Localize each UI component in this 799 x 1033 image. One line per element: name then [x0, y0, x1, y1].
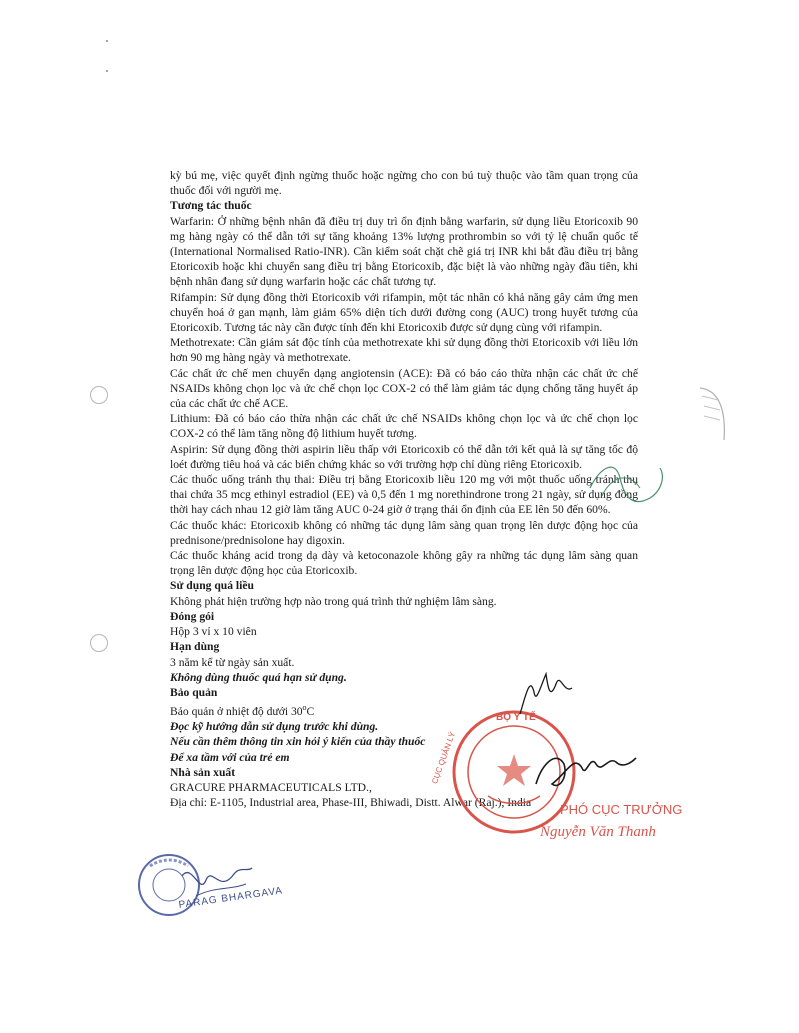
- shelf-life-text: 3 năm kể từ ngày sản xuất.: [170, 655, 295, 669]
- green-signature: [580, 448, 670, 518]
- speck: [106, 70, 108, 72]
- interaction-methotrexate: Methotrexate: Cần giám sát độc tính của methotrexate khi sử dụng đồng thời Etoricoxib với liều lớn hơn 90 mg hàng ngày và methotrexate.: [170, 336, 638, 365]
- manufacturer-address: Địa chỉ: E-1105, Industrial area, Phase-III, Bhiwadi, Distt. Alwar (Raj.), India: [170, 796, 532, 810]
- interactions-heading: Tương tác thuốc: [170, 199, 252, 213]
- shelf-life-warning: Không dùng thuốc quá hạn sử dụng.: [170, 670, 347, 684]
- overdose-heading: Sử dụng quá liều: [170, 579, 254, 593]
- manufacturer-heading: Nhà sản xuất: [170, 765, 236, 779]
- storage-text-main: Bảo quản ở nhiệt độ dưới 30: [170, 704, 303, 718]
- interaction-lithium: Lithium: Đã có báo cáo thừa nhận các chất ức chế NSAIDs không chọn lọc và ức chế chọn lọc COX-2 có thể làm tăng nồng độ lithium huyết tương.: [170, 412, 638, 441]
- manufacturer-name: GRACURE PHARMACEUTICALS LTD.,: [170, 780, 372, 794]
- deputy-director-title: PHÓ CỤC TRƯỞNG: [560, 802, 683, 817]
- shelf-life-heading: Hạn dùng: [170, 640, 220, 654]
- seal-left-text: CỤC QUẢN LÝ: [430, 730, 458, 786]
- interaction-aspirin: Aspirin: Sử dụng đồng thời aspirin liều thấp với Etoricoxib có thể dẫn tới kết quả là sự tăng tốc độ loét đường tiêu hoá và các biến chứng khác so với trường hợp chỉ dùng riêng Etoricoxib.: [170, 442, 638, 471]
- signature-director: [530, 734, 640, 804]
- speck: [106, 40, 108, 42]
- signature-black: [516, 664, 586, 722]
- binder-hole-bottom: [90, 634, 108, 652]
- interaction-others: Các thuốc khác: Etoricoxib không có những tác dụng lâm sàng quan trọng lên dược động học của prednisone/prednisolone hay digoxin.: [170, 518, 638, 547]
- storage-text-unit: C: [306, 704, 315, 718]
- interaction-rifampin: Rifampin: Sử dụng đồng thời Etoricoxib với rifampin, một tác nhân có khả năng gây cảm ứng men chuyển hoá ở gan mạnh, làm giảm 65% diện tích dưới đường cong (AUC) trong huyết tương của Etoricoxib. Tương tác này cần được tính đến khi Etoricoxib được sử dụng cùng với rifampin.: [170, 290, 638, 335]
- intro-text: kỳ bú mẹ, việc quyết định ngừng thuốc hoặc ngừng cho con bú tuỳ thuộc vào tầm quan trọng của thuốc đối với người mẹ.: [170, 169, 638, 198]
- storage-warning-3: Để xa tầm với của trẻ em: [170, 750, 290, 764]
- packaging-text: Hộp 3 vỉ x 10 viên: [170, 625, 257, 639]
- binder-hole-top: [90, 386, 108, 404]
- storage-warning-2: Nếu cần thêm thông tin xin hỏi ý kiến của thầy thuốc: [170, 735, 426, 749]
- packaging-heading: Đóng gói: [170, 609, 215, 623]
- degree-sup: o: [302, 703, 307, 713]
- interaction-ace: Các chất ức chế men chuyển dạng angiotensin (ACE): Đã có báo cáo thừa nhận các chất ức chế NSAIDs không chọn lọc và ức chế chọn lọc COX-2 có thể làm giảm tác dụng chống tăng huyết áp của các chất ức chế ACE.: [170, 366, 638, 411]
- storage-heading: Bảo quản: [170, 685, 218, 699]
- overdose-text: Không phát hiện trường hợp nào trong quá trình thử nghiệm lâm sàng.: [170, 594, 497, 608]
- handwritten-name: PARAG BHARGAVA: [178, 885, 284, 911]
- storage-warning-1: Đọc kỹ hướng dẫn sử dụng trước khi dùng.: [170, 720, 379, 734]
- signer-name: Nguyễn Văn Thanh: [540, 824, 656, 840]
- interaction-warfarin: Warfarin: Ở những bệnh nhân đã điều trị duy trì ổn định bằng warfarin, sử dụng liều Etoricoxib 90 mg hàng ngày có thể dẫn tới sự tăng khoảng 13% lượng prothrombin so với tỷ lệ chuẩn quốc tế (International Normalised Ratio-INR). Cần kiểm soát chặt chẽ giá trị INR khi bắt đầu điều trị bằng Etoricoxib hoặc khi chuyển sang điều trị bằng Etoricoxib, đặc biệt là vào những ngày đầu tiên, khi bệnh nhân đang sử dụng warfarin hoặc các chất tương tự.: [170, 214, 638, 289]
- edge-stamp-fragment: [698, 384, 728, 444]
- interaction-antacids: Các thuốc kháng acid trong dạ dày và ketoconazole không gây ra những tác dụng lâm sàng quan trọng lên dược động học của Etoricoxib.: [170, 549, 638, 578]
- interaction-contraceptives: Các thuốc uống tránh thụ thai: Điều trị bằng Etoricoxib liều 120 mg với một thuốc uống tránh thụ thai chứa 35 mcg ethinyl estradiol (EE) và 0,5 đến 1 mg norethindrone trong 21 ngày, sử dụng đồng thời hay cách nhau 12 giờ làm tăng AUC 0-24 giờ ở trạng thái ổn định của EE lên 50 đến 60%.: [170, 473, 638, 517]
- seal-top-text: BỘ Y TẾ: [496, 712, 536, 723]
